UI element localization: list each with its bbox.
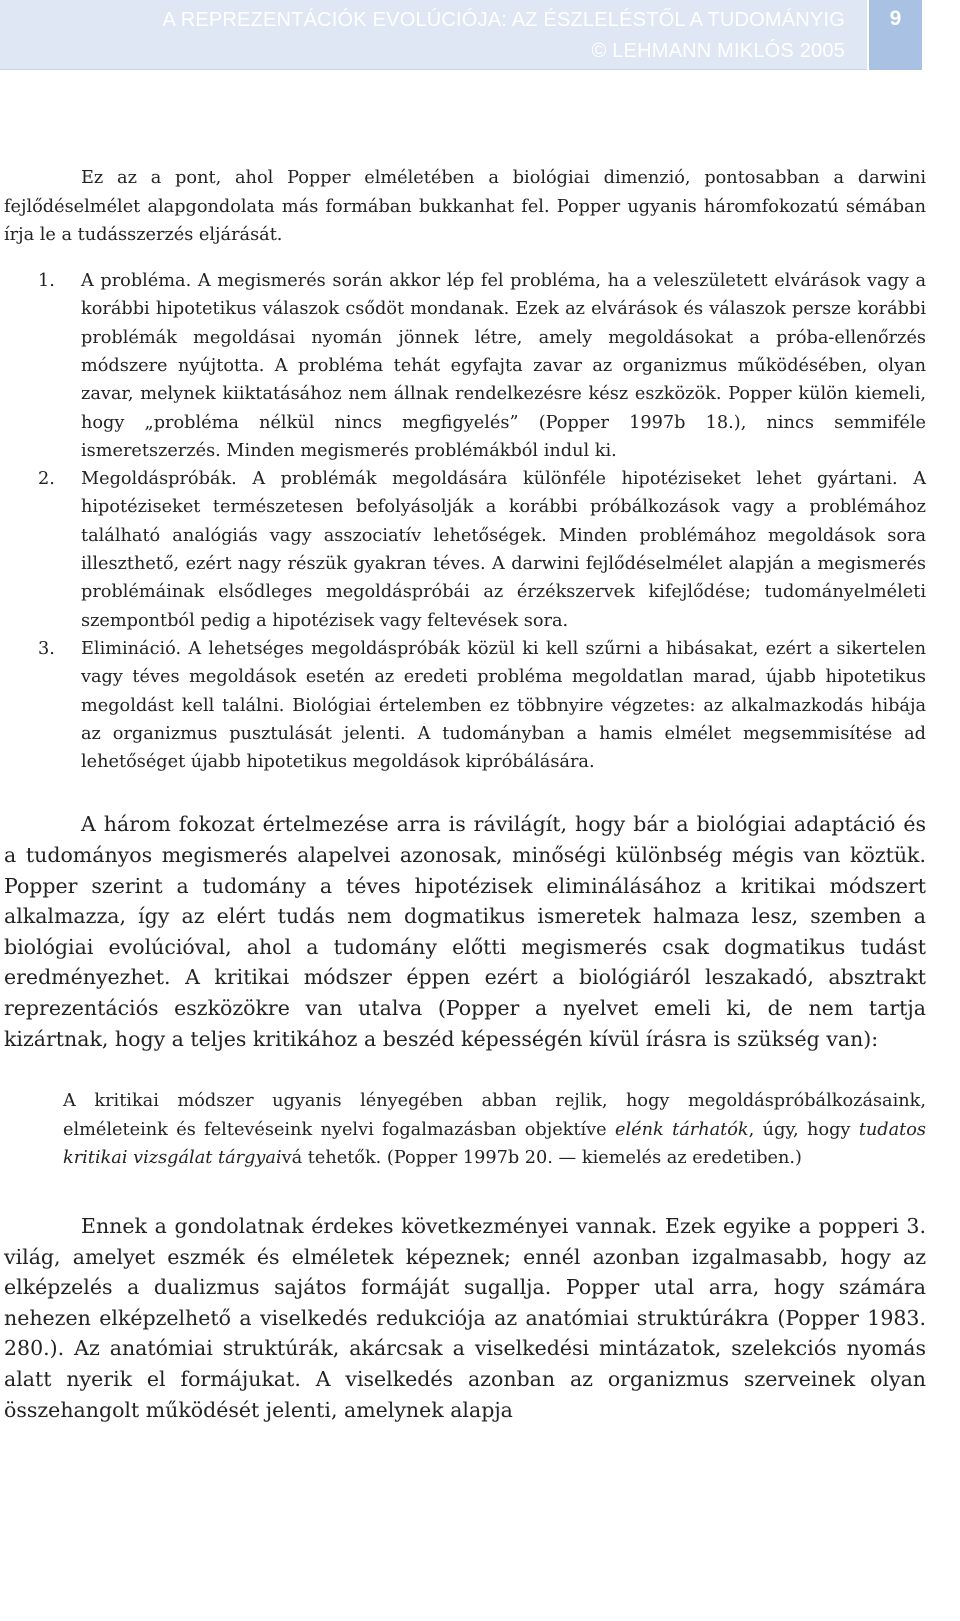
list-item — [4, 465, 926, 635]
quote-emphasis-2: tudatos kritikai vizsgálat tárgyai — [63, 1119, 927, 1168]
page-number-box — [869, 0, 922, 70]
list-item-text: Elimináció. A lehetséges megoldáspróbák közül ki kell szűrni a hibásakat, ezért a sikertelen vagy téves megoldások esetén az eredeti probléma megoldatlan marad, újabb hipotetikus megoldást kell találni. Biológiai értelemben ez többnyire végzetes: az alkalmazkodás hibája az organizmus pusztulását jelenti. A tudományban a hamis elmélet megsemmisítése ad lehetőséget újabb hipotetikus megoldások kipróbálására. — [81, 638, 926, 773]
quote-text-2: , úgy, hogy — [748, 1119, 859, 1140]
quote-text-1: A kritikai módszer ugyanis lényegében abban rejlik, hogy megoldáspróbálkozásaink, elméleteink és feltevéseink nyelvi fogalmazásban objektíve — [63, 1091, 926, 1140]
header-title: A REPREZENTÁCIÓK EVOLÚCIÓJA: AZ ÉSZLELÉSTŐL A TUDOMÁNYIG — [162, 9, 845, 31]
body-paragraph-3: Ennek a gondolatnak érdekes következményei vannak. Ezek egyike a popperi 3. világ, amelyet eszmék és elméletek képeznek; ennél azonban izgalmasabb, hogy az elképzelés a dualizmus sajátos formáját sugallja. Popper utal arra, hogy számára nehezen elképzelhető a viselkedés redukciója az anatómiai struktúrákra (Popper 1983. 280.). Az anatómiai struktúrák, akárcsak a viselkedési mintázatok, szelekciós nyomás alatt nyerik el formájukat. A viselkedés azonban az organizmus szerveinek olyan összehangolt működését jelenti, amelynek alapja — [4, 1214, 926, 1422]
list-item-number: 1. — [38, 271, 55, 292]
quote-text-3: vá tehetők. (Popper 1997b 20. — kiemelés az eredetiben.) — [281, 1147, 802, 1168]
list-item — [4, 635, 926, 776]
body-paragraph-2: A három fokozat értelmezése arra is rávilágít, hogy bár a biológiai adaptáció és a tudományos megismerés alapelvei azonosak, minőségi különbség mégis van köztük. Popper szerint a tudomány a téves hipotézisek eliminálásához a kritikai módszert alkalmazza, így az elért tudás nem dogmatikus ismeretek halmaza lesz, szemben a biológiai evolúcióval, ahol a tudomány előtti megismerés csak dogmatikus tudást eredményezhet. A kritikai módszer éppen ezért a biológiáról leszakadó, absztrakt reprezentációs eszközökre van utalva (Popper a nyelvet emeli ki, de nem tartja kizártnak, hogy a teljes kritikához a beszéd képességén kívül írásra is szükség van): — [4, 812, 926, 1051]
running-header — [0, 0, 867, 70]
list-item — [4, 267, 926, 465]
header-author: © LEHMANN MIKLÓS 2005 — [591, 40, 845, 62]
list-item-number: 2. — [38, 469, 55, 490]
quote-emphasis-1: elénk tárhatók — [615, 1119, 749, 1140]
page-number: 9 — [889, 7, 902, 30]
list-item-number: 3. — [38, 638, 55, 659]
page-body — [4, 164, 926, 1425]
intro-paragraph: Ez az a pont, ahol Popper elméletében a biológiai dimenzió, pontosabban a darwini fejlődéselmélet alapgondolata más formában bukkanhat fel. Popper ugyanis háromfokozatú sémában írja le a tudásszerzés eljárását. — [4, 168, 926, 246]
list-item-text: A probléma. A megismerés során akkor lép fel probléma, ha a veleszületett elvárások vagy a korábbi hipotetikus válaszok csődöt mondanak. Ezek az elvárások és válaszok persze korábbi problémák megoldásai nyomán jönnek létre, amely megoldásokat a próba-ellenőrzés módszere nyújtotta. A probléma tehát egyfajta zavar az organizmus működésében, olyan zavar, melynek kiiktatásához nem állnak rendelkezésre kész eszközök. Popper külön kiemeli, hogy „probléma nélkül nincs megfigyelés” (Popper 1997b 18.), nincs semmiféle ismeretszerzés. Minden megismerés problémákból indul ki. — [81, 271, 926, 461]
steps-list — [4, 267, 926, 776]
block-quote — [63, 1087, 926, 1172]
list-item-text: Megoldáspróbák. A problémák megoldására különféle hipotéziseket lehet gyártani. A hipotéziseket természetesen befolyásolják a korábbi próbálkozások vagy a problémához található analógiás vagy asszociatív lehetőségek. Minden problémához megoldások sora illeszthető, ezért nagy részük gyakran téves. A darwini fejlődéselmélet alapján a megismerés problémáinak elsődleges megoldáspróbái az érzékszervek kifejlődése; tudományelméleti szempontból pedig a hipotézisek vagy feltevések sora. — [81, 469, 926, 631]
